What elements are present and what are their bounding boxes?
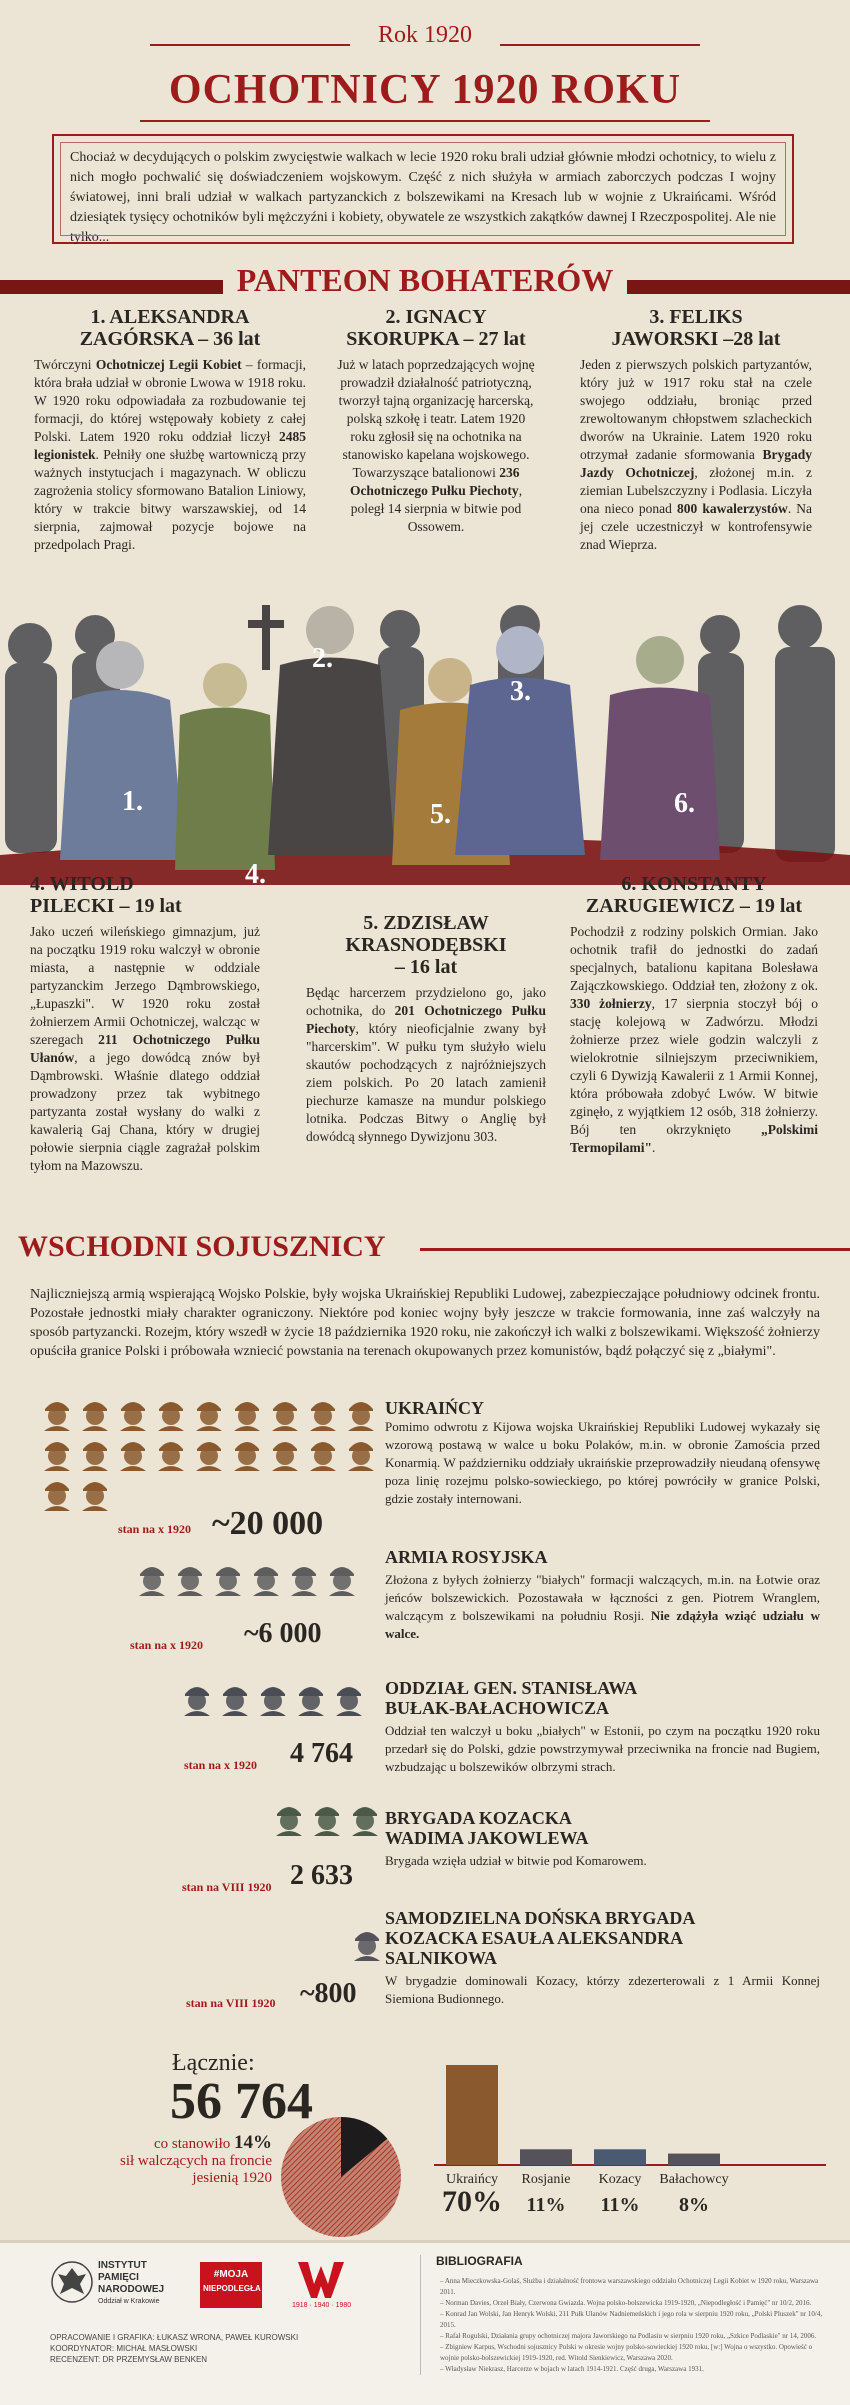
unit-4-icons — [272, 1800, 392, 1836]
ipn-logo: INSTYTUT PAMIĘCI NARODOWEJ Oddział w Krakowie — [98, 2260, 165, 2305]
unit-1-stan: stan na x 1920 — [118, 1522, 192, 1536]
hero-2-text: Już w latach poprzedzających wojnę prowadził działalność patriotyczną, tworzył tajną organizację harcerską, polską szkołę i teatr. Latem 1920 roku zgłosił się na ochotnika na stanowisko kapelana wojskowego. Towarzyszące batalionowi 236 Ochotniczego Pułku Piechoty, poległ 14 sierpnia w bitwie pod Ossowem. — [337, 357, 535, 534]
hero-3-text: Jeden z pierwszych polskich partyzantów, który już w 1917 roku stał na czele swojego oddziału, broniąc przed zrewoltowanym chłopstwem szlacheckich dworów na Ukrainie. Latem 1920 roku otrzymał zadanie sformowania Brygady Jazdy Ochotniczej, złożonej m.in. z ziemian Lubelszczyzny i Podlasia. Liczyła ona nieco ponad 800 kawalerzystów. Na jej czele uczestniczył w kontrofensywie znad Wieprza. — [580, 357, 813, 552]
unit-5 — [385, 1908, 820, 2008]
bar-category-label: Bałachowcy — [659, 2172, 729, 2187]
soldier-head-icon — [344, 1435, 378, 1471]
summary-share: co stanowiło 14% sił walczących na froncie jesienią 1920 — [120, 2132, 272, 2186]
intro-box — [52, 134, 794, 244]
intro-text: Chociaż w decydujących o polskim zwycięstwie walkach w lecie 1920 roku brali udział głównie młodzi ochotnicy, to wielu z nich mogło pochwalić się doświadczeniem wojskowym. Część z nich służyła w armiach zaborczych podczas I wojny światowej, inni brali udział w walkach partyzanckich z bolszewikami na Kresach lub w wojnie z Ukraińcami. Wśród dziesiątek tysięcy ochotników byli mężczyźni i kobiety, obywatele ze wszystkich zakątków dawnej I Rzeczpospolitej. Ale nie tylko... — [70, 150, 776, 245]
soldier-head-icon — [272, 1800, 306, 1836]
bib-item: – Rafał Rogulski, Działania grupy ochotniczej majora Jaworskiego na Podlasiu w sierpniu 1920 roku, „Szkice Podlaskie" nr 14, 2006. — [440, 2332, 817, 2340]
soldier-head-icon — [192, 1395, 226, 1431]
soldier-head-icon — [344, 1395, 378, 1431]
bibliography-list — [440, 2276, 830, 2375]
unit-3 — [385, 1678, 820, 1776]
soldier-head-icon — [350, 1925, 384, 1961]
soldier-head-icon — [78, 1435, 112, 1471]
unit-4-stan: stan na VIII 1920 — [182, 1880, 272, 1894]
wschodni-rule — [420, 1248, 850, 1251]
hero-2 — [336, 306, 536, 536]
soldier-head-icon — [154, 1395, 188, 1431]
soldier-head-icon — [218, 1680, 252, 1716]
bib-item: – Władysław Niekrasz, Harcerze w bojach w latach 1914-1921. Część druga, Warszawa 1931. — [440, 2365, 704, 2373]
wschodni-intro: Najliczniejszą armią wspierającą Wojsko Polskie, były wojska Ukraińskiej Republiki Ludowej, zabezpieczające południowy odcinek frontu. Pozostałe jednostki miały charakter ograniczony. Niektóre pod koniec wojny były jeszcze w trakcie formowania, inne zaś walczyły na sposób partyzancki. Rozejm, który wszedł w życie 18 października 1920 roku, nie zakończył ich walki z bolszewikami. Większość żołnierzy opuściła granice Polski i próbowała wzniecić powstania na terenach okupowanych przez komunistów, bądź połączyć się z „białymi". — [30, 1287, 820, 1359]
unit-5-text: W brygadzie dominowali Kozacy, którzy zdezerterowali z 1 Armii Konnej Siemiona Budionnego. — [385, 1973, 820, 2006]
unit-2-text: Złożona z byłych żołnierzy "białych" formacji walczących, m.in. na Łotwie oraz jeńców bolszewickich. Pozostawała w łączności z gen. Piotrem Wranglem, walczącym z bolszewikami na południu Rosji. Nie zdążyła wziąć udziału w walce. — [385, 1572, 820, 1641]
bar-ukraińcy — [446, 2065, 498, 2165]
figure-number-3: 3. — [510, 676, 531, 707]
header-rule-left — [150, 44, 350, 46]
soldier-head-icon — [294, 1680, 328, 1716]
unit-2-count: ~6 000 — [244, 1618, 322, 1649]
niepodlegla-logo: #MOJA NIEPODLEGŁA — [200, 2262, 262, 2308]
unit-4-text: Brygada wzięła udział w bitwie pod Komarowem. — [385, 1853, 647, 1868]
ipn-eagle-icon — [50, 2260, 94, 2304]
unit-2-title: ARMIA ROSYJSKA — [385, 1547, 548, 1567]
figure-number-2: 2. — [312, 643, 333, 674]
hero-5-text: Będąc harcerzem przydzielono go, jako ochotnika, do 201 Ochotniczego Pułku Piechoty, który nieoficjalnie zwany był "harcerskim". W pułku tym służyło wielu skautów pochodzących z najróżniejszych ziem polskich. Po 20 latach zamienił piechurze kamasze na mundur polskiego lotnika. Podczas Bitwy o Anglię był dowódcą słynnego Dywizjonu 303. — [306, 985, 546, 1144]
soldier-head-icon — [135, 1560, 169, 1596]
hero-5 — [306, 912, 546, 1146]
bar-rosjanie — [520, 2149, 572, 2165]
soldier-head-icon — [230, 1395, 264, 1431]
unit-2-stan: stan na x 1920 — [130, 1638, 204, 1652]
figure-number-5: 5. — [430, 799, 451, 830]
header-rule-right — [500, 44, 700, 46]
figure-number-4: 4. — [245, 859, 266, 885]
hero-4 — [30, 873, 260, 1175]
hero-3-name: 3. FELIKS JAWORSKI –28 lat — [611, 306, 781, 350]
bib-item: – Zbigniew Karpus, Wschodni sojusznicy Polski w okresie wojny polsko-sowieckiej 1920 roku, [w:] Wojna o wszystko. Opowieść o wojnie polsko-bolszewickiej 1919-1920, red. Witold Sienkiewicz, Warszawa 2020. — [440, 2343, 813, 2362]
footer-divider — [420, 2255, 421, 2375]
unit-2 — [385, 1547, 820, 1643]
share-pie — [276, 2112, 406, 2242]
hero-1-name: 1. ALEKSANDRA ZAGÓRSKA – 36 lat — [79, 306, 261, 350]
hero-4-name: 4. WITOLD PILECKI – 19 lat — [30, 873, 182, 917]
soldier-head-icon — [332, 1680, 366, 1716]
hero-6-name: 6. KONSTANTY ZARUGIEWICZ – 19 lat — [585, 873, 803, 917]
unit-5-icons — [350, 1925, 390, 1961]
soldier-head-icon — [192, 1435, 226, 1471]
soldier-head-icon — [173, 1560, 207, 1596]
soldier-head-icon — [180, 1680, 214, 1716]
hero-6-text: Pochodził z rodziny polskich Ormian. Jako ochotnik trafił do jednostki do zadań specjalnych, batalionu kapitana Bolesława Zajączkowskiego. Oddział ten, złożony z ok. 330 żołnierzy, 17 sierpnia stoczył bój o stację kolejową w Zadwórzu. Młodzi żołnierze przez wiele godzin walczyli z wielokrotnie silniejszym przeciwnikiem, czyli 6 Dywizją Kawalerii z 1 Armii Konnej, która próbowała zdobyć Lwów. W bitwie zginęło, z wyjątkiem 12 osób, 318 żołnierzy. Bój ten okrzyknięto „Polskimi Termopilami". — [570, 924, 818, 1155]
unit-2-icons — [135, 1560, 375, 1596]
soldier-head-icon — [348, 1800, 382, 1836]
unit-3-icons — [180, 1680, 380, 1716]
soldier-head-icon — [40, 1395, 74, 1431]
bar-bałachowcy — [668, 2154, 720, 2165]
bar-category-label: Rosjanie — [521, 2172, 571, 2187]
unit-4-count: 2 633 — [290, 1860, 353, 1891]
w-logo-years: 1918 · 1940 · 1980 — [292, 2302, 352, 2309]
unit-4-title: BRYGADA KOZACKA WADIMA JAKOWLEWA — [385, 1808, 589, 1848]
bar-value-label: 70% — [442, 2185, 502, 2218]
page-title: OCHOTNICY 1920 ROKU — [168, 67, 682, 113]
soldier-head-icon — [306, 1395, 340, 1431]
soldier-head-icon — [310, 1800, 344, 1836]
unit-1-text: Pomimo odwrotu z Kijowa wojska Ukraińskiej Republiki Ludowej wykazały się wzorową postawą w walce u boku Polaków, m.in. w obronie Zamościa przed Konarmią. W październiku oddziały ukraińskie przeprowadziły nieudaną ofensywę poza linię rozejmu polsko-sowieckiego, po której powróciły w granice Polski, gdzie zostały internowani. — [385, 1419, 820, 1506]
bar-value-label: 11% — [526, 2194, 566, 2216]
unit-1-title: UKRAIŃCY — [385, 1398, 484, 1418]
bibliography-title: BIBLIOGRAFIA — [436, 2254, 523, 2268]
unit-3-text: Oddział ten walczył u boku „białych" w Estonii, po czym na początku 1920 roku przedarł się do Polski, gdzie powstrzymywał przeciwnika na froncie nad Bugiem, wzbudzając u bolszewików olbrzymi strach. — [385, 1723, 820, 1774]
hero-4-text: Jako uczeń wileńskiego gimnazjum, już na początku 1919 roku walczył w obronie miasta, a następnie w oddziale partyzanckim Jerzego Dąmbrowskiego, „Łupaszki". W 1920 roku został żołnierzem Armii Ochotniczej, walcząc w szeregach 211 Ochotniczego Pułku Ułanów, a jego dowódcą znów był Dąmbrowski. Właśnie dlatego oddział prowadzony przez tak wybitnego partyzanta został wysłany do walki z kawalerią Gaj Chana, który w drugiej połowie sierpnia ciągle zagrażał polskim tyłom na Mazowszu. — [30, 924, 260, 1173]
bib-item: – Konrad Jan Wolski, Jan Henryk Wolski, 211 Pułk Ułanów Nadniemeńskich i jego rola w sierpniu 1920 roku, „Polski Pluszek" nr 10/4, 2015. — [440, 2310, 823, 2329]
bar-category-label: Ukraińcy — [445, 2172, 499, 2187]
soldier-head-icon — [230, 1435, 264, 1471]
hero-1-text: Twórczyni Ochotniczej Legii Kobiet – formacji, która brała udział w obronie Lwowa w 1918 roku. W 1920 roku odpowiadała za rozbudowanie tej formacji, do której wstępowały kobiety z całej Polski. Latem 1920 roku oddział liczył 2485 legionistek. Pełniły one służbę wartowniczą przy ważnych instytucjach i magazynach. W obliczu zagrożenia stolicy sformowano Batalion Liniowy, który w trakcie bitwy warszawskiej, od 14 sierpnia, zajmował pozycje bojowe na przedpolach Pragi. — [34, 357, 306, 552]
figure-number-6: 6. — [674, 788, 695, 819]
credits: OPRACOWANIE I GRAFIKA: ŁUKASZ WRONA, PAWEŁ KUROWSKI KOORDYNATOR: MICHAŁ MASŁOWSKI RECENZENT: DR PRZEMYSŁAW BENKEN — [50, 2333, 299, 2364]
figure-3 — [455, 626, 585, 855]
unit-5-title: SAMODZIELNA DOŃSKA BRYGADA KOZACKA ESAUŁA ALEKSANDRA SALNIKOWA — [385, 1908, 696, 1968]
unit-3-count: 4 764 — [290, 1738, 353, 1769]
bib-item: – Norman Davies, Orzeł Biały, Czerwona Gwiazda. Wojna polsko-bolszewicka 1919-1920, „Niepodległość i Pamięć" nr 10/2, 2016. — [440, 2299, 812, 2307]
soldier-head-icon — [154, 1435, 188, 1471]
allies-bar-chart — [430, 2055, 830, 2235]
soldier-head-icon — [287, 1560, 321, 1596]
hero-1 — [34, 306, 306, 554]
unit-1-icons — [40, 1395, 380, 1511]
unit-5-count: ~800 — [300, 1978, 357, 2009]
figure-4 — [175, 663, 275, 870]
soldier-head-icon — [40, 1435, 74, 1471]
soldier-head-icon — [325, 1560, 359, 1596]
w-logo-icon — [296, 2258, 346, 2300]
unit-4 — [385, 1808, 820, 1870]
footer-rule — [0, 2240, 850, 2243]
soldier-head-icon — [78, 1395, 112, 1431]
hero-2-name: 2. IGNACY SKORUPKA – 27 lat — [346, 306, 526, 350]
unit-1-count: ~20 000 — [212, 1505, 324, 1542]
soldier-head-icon — [78, 1475, 112, 1511]
bar-category-label: Kozacy — [598, 2172, 642, 2187]
soldier-head-icon — [256, 1680, 290, 1716]
soldier-head-icon — [116, 1435, 150, 1471]
soldier-head-icon — [268, 1435, 302, 1471]
hero-6 — [570, 873, 818, 1157]
wschodni-title: WSCHODNI SOJUSZNICY — [18, 1230, 386, 1263]
panteon-title: PANTEON BOHATERÓW — [0, 262, 850, 299]
heroes-illustration — [0, 605, 850, 885]
soldier-head-icon — [40, 1475, 74, 1511]
summary-label: Łącznie: — [172, 2050, 255, 2076]
hero-3 — [580, 306, 812, 554]
bib-item: – Anna Mieczkowska-Golaś, Służba i działalność frontowa warszawskiego oddziału Ochotniczej Legii Kobiet w 1920 roku, Warszawa 2011. — [440, 2277, 819, 2296]
soldier-head-icon — [211, 1560, 245, 1596]
soldier-head-icon — [116, 1395, 150, 1431]
unit-3-stan: stan na x 1920 — [184, 1758, 258, 1772]
title-underline — [140, 120, 710, 122]
figure-number-1: 1. — [122, 786, 143, 817]
bar-value-label: 11% — [600, 2194, 640, 2216]
unit-1 — [385, 1398, 820, 1508]
unit-5-stan: stan na VIII 1920 — [186, 1996, 276, 2010]
soldier-head-icon — [249, 1560, 283, 1596]
soldier-head-icon — [268, 1395, 302, 1431]
hero-5-name: 5. ZDZISŁAW KRASNODĘBSKI – 16 lat — [345, 912, 507, 978]
bar-kozacy — [594, 2149, 646, 2165]
unit-3-title: ODDZIAŁ GEN. STANISŁAWA BUŁAK-BAŁACHOWICZA — [385, 1678, 638, 1718]
header-year: Rok 1920 — [377, 22, 472, 48]
soldier-head-icon — [306, 1435, 340, 1471]
bar-value-label: 8% — [679, 2194, 709, 2216]
summary-total: 56 764 — [170, 2073, 313, 2130]
